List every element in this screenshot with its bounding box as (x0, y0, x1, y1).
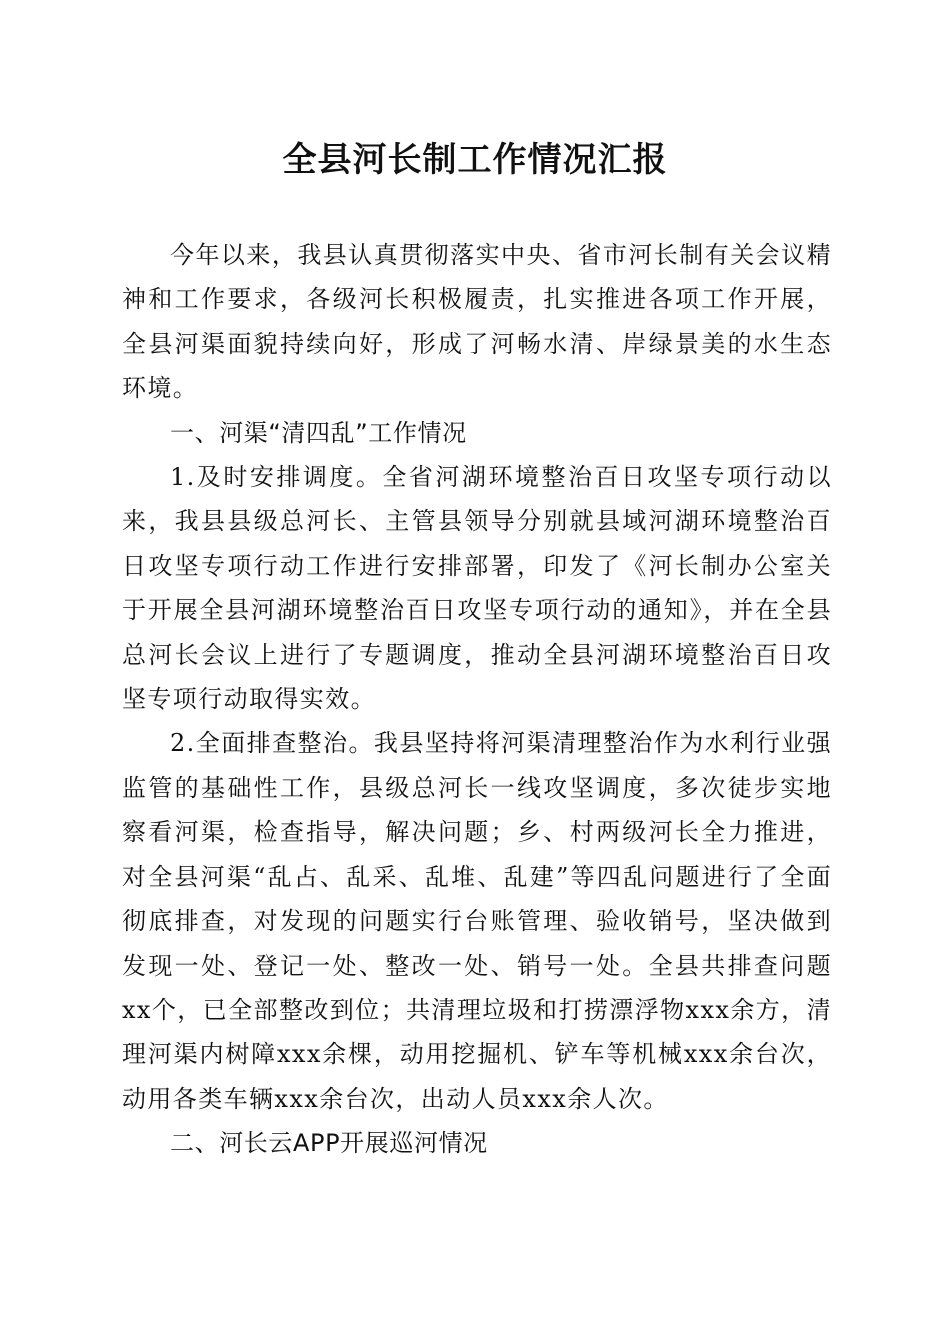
section-1-heading: 一、河渠“清四乱”工作情况 (170, 418, 467, 447)
section-1-item-1: 1.及时安排调度。全省河湖环境整治百日攻坚专项行动以来，我县县级总河长、主管县领导分别就县域河湖环境整治百日攻坚专项行动工作进行安排部署，印发了《河长制办公室关于开展全县河湖环境整治百日攻坚专项行动的通知》，并在全县总河长会议上进行了专题调度，推动全县河湖环境整治百日攻坚专项行动取得实效。 (122, 463, 832, 714)
section-1-item-2: 2.全面排查整治。我县坚持将河渠清理整治作为水利行业强监管的基础性工作，县级总河长一线攻坚调度，多次徒步实地察看河渠，检查指导，解决问题；乡、村两级河长全力推进，对全县河渠“乱占、乱采、乱堆、乱建”等四乱问题进行了全面彻底排查，对发现的问题实行台账管理、验收销号，坚决做到发现一处、登记一处、整改一处、销号一处。全县共排查问题xx个，已全部整改到位；共清理垃圾和打捞漂浮物xxx余方，清理河渠内树障xxx余棵，动用挖掘机、铲车等机械xxx余台次，动用各类车辆xxx余台次，出动人员xxx余人次。 (122, 729, 832, 1113)
section-2-heading: 二、河长云APP开展巡河情况 (170, 1129, 488, 1158)
document-body (122, 233, 832, 1166)
intro-paragraph: 今年以来，我县认真贯彻落实中央、省市河长制有关会议精神和工作要求，各级河长积极履责，扎实推进各项工作开展，全县河渠面貌持续向好，形成了河畅水清、岸绿景美的水生态环境。 (122, 241, 832, 403)
document-title: 全县河长制工作情况汇报 (282, 140, 668, 180)
